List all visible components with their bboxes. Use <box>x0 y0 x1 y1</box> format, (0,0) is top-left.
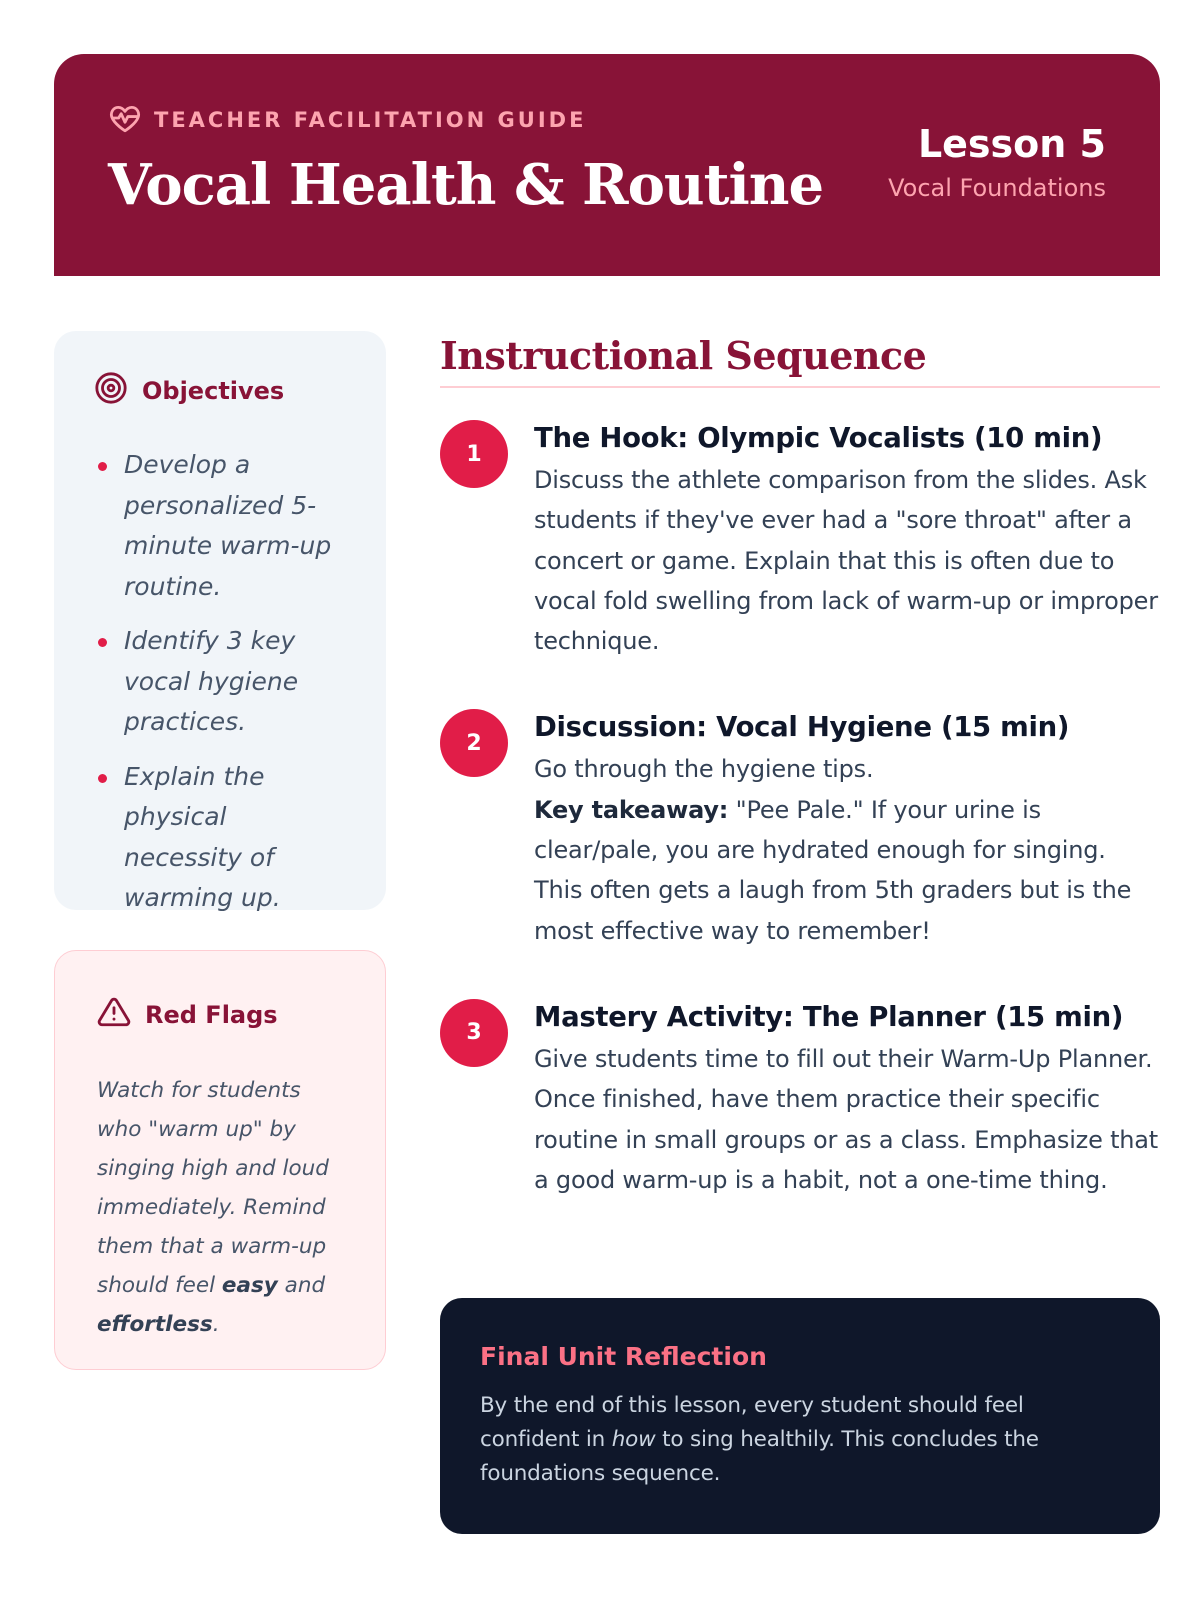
step-number-badge: 2 <box>440 709 508 777</box>
page-title: Vocal Health & Routine <box>108 152 824 218</box>
objectives-heading: Objectives <box>142 377 285 405</box>
red-flags-text <box>97 1071 345 1344</box>
objectives-card <box>54 331 386 910</box>
red-flags-heading-row <box>97 995 345 1035</box>
emphasis-effortless: effortless <box>97 1312 213 1337</box>
final-title: Final Unit Reflection <box>480 1342 767 1371</box>
objectives-list <box>94 445 346 919</box>
instructional-sequence <box>440 333 1160 1200</box>
section-title: Instructional Sequence <box>440 333 1160 388</box>
step-2 <box>440 707 1160 950</box>
target-icon <box>94 371 128 411</box>
list-item <box>94 621 346 743</box>
red-flags-text-start: Watch for students who "warm up" by singing high and loud immediately. Remind them that a warm-up should feel <box>97 1078 329 1298</box>
key-takeaway-label: Key takeaway: <box>534 795 729 824</box>
heart-pulse-icon <box>108 101 142 140</box>
step-text: Give students time to fill out their Warm-Up Planner. Once finished, have them practice their specific routine in small groups or as a class. Emphasize that a good warm-up is a habit, not a one-time thing. <box>534 1044 1159 1194</box>
step-1 <box>440 418 1160 661</box>
step-title: The Hook: Olympic Vocalists (10 min) <box>534 422 1103 454</box>
objectives-heading-row <box>94 371 346 411</box>
eyebrow-label: TEACHER FACILITATION GUIDE <box>154 108 587 132</box>
objective-text: Explain the physical necessity of warming up. <box>124 761 281 912</box>
step-title: Discussion: Vocal Hygiene (15 min) <box>534 711 1070 744</box>
list-item <box>94 757 346 919</box>
final-text-start: By the end of this lesson, every student should feel confident in <box>480 1393 1024 1452</box>
step-text: Discuss the athlete comparison from the slides. Ask students if they've ever had a "sore throat" after a concert or game. Explain that this is often due to vocal fold swelling from lack of warm-up or improper technique. <box>534 466 1158 656</box>
list-item <box>94 445 346 607</box>
bullet-dot <box>98 774 107 783</box>
unit-name: Vocal Foundations <box>888 174 1106 202</box>
red-flags-heading: Red Flags <box>145 1001 278 1029</box>
step-3 <box>440 997 1160 1200</box>
step-title: Mastery Activity: The Planner (15 min) <box>534 1000 1124 1033</box>
lesson-info <box>888 122 1106 202</box>
bullet-dot <box>98 462 107 471</box>
step-number-badge: 1 <box>440 420 508 488</box>
red-flags-text-end: . <box>212 1312 220 1337</box>
emphasis-how: how <box>611 1427 656 1452</box>
step-line: Go through the hygiene tips. <box>534 755 874 784</box>
red-flags-text-mid: and <box>277 1273 326 1298</box>
step-number-badge: 3 <box>440 999 508 1067</box>
lesson-number: Lesson 5 <box>917 122 1106 166</box>
red-flags-card <box>54 950 386 1370</box>
header-banner <box>54 54 1160 276</box>
warning-icon <box>97 995 131 1035</box>
objective-text: Develop a personalized 5-minute warm-up routine. <box>124 450 332 601</box>
final-text <box>480 1389 1120 1491</box>
emphasis-easy: easy <box>221 1273 278 1298</box>
bullet-dot <box>98 638 107 647</box>
objective-text: Identify 3 key vocal hygiene practices. <box>124 626 299 736</box>
step-text <box>534 749 1160 950</box>
final-text-end: to sing healthily. This concludes the foundations sequence. <box>480 1427 1039 1486</box>
key-takeaway-text: "Pee Pale." If your urine is clear/pale, you are hydrated enough for singing. This often gets a laugh from 5th graders but is the most effective way to remember! <box>534 795 1132 945</box>
final-reflection-card <box>440 1298 1160 1534</box>
